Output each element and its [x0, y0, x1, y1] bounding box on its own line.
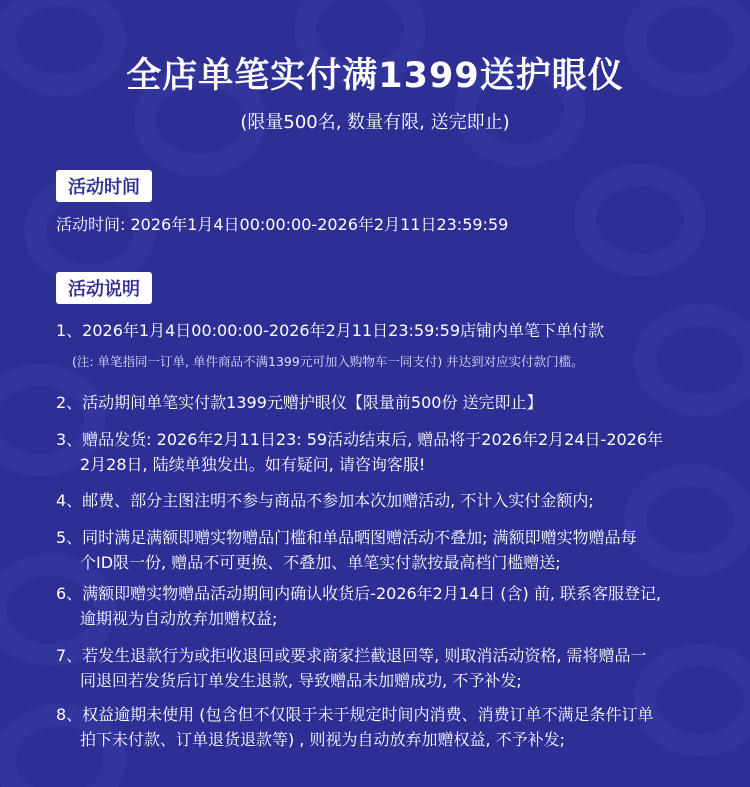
rule-item-8	[56, 702, 716, 752]
rule-item-7	[56, 643, 716, 693]
rule-item-text-cont: 个ID限一份, 赠品不可更换、不叠加、单笔实付款按最高档门槛赠送;	[80, 553, 561, 572]
page-title: 全店单笔实付满1399送护眼仪	[126, 56, 624, 96]
activity-time-tag: 活动时间	[56, 170, 152, 202]
rule-item-1	[56, 318, 716, 343]
rule-item-text: 3、赠品发货: 2026年2月11日23: 59活动结束后, 赠品将于2026年2月24日-2026年	[56, 430, 664, 449]
rule-item-text: 2、活动期间单笔实付款1399元赠护眼仪【限量前500份 送完即止】	[56, 393, 543, 412]
rule-item-2	[56, 390, 716, 415]
rule-item-6	[56, 581, 716, 631]
rule-item-5	[56, 525, 716, 575]
rule-note: (注: 单笔指同一订单, 单件商品不满1399元可加入购物车一同支付) 并达到对应实付款门槛。	[72, 354, 584, 369]
rule-item-text: 8、权益逾期未使用 (包含但不仅限于未于规定时间内消费、消费订单不满足条件订单	[56, 705, 654, 724]
rule-item-3	[56, 427, 716, 477]
page-subtitle: (限量500名, 数量有限, 送完即止)	[240, 112, 510, 133]
rule-item-text-cont: 同退回若发货后订单发生退款, 导致赠品未加赠成功, 不予补发;	[80, 671, 522, 690]
rule-item-text: 5、同时满足满额即赠实物赠品门槛和单品晒图赠活动不叠加; 满额即赠实物赠品每	[56, 528, 637, 547]
rule-item-text: 7、若发生退款行为或拒收退回或要求商家拦截退回等, 则取消活动资格, 需将赠品一	[56, 646, 647, 665]
rule-item-text-cont: 2月28日, 陆续单独发出。如有疑问, 请咨询客服!	[80, 455, 426, 474]
rule-item-text-cont: 拍下未付款、订单退货退款等) , 则视为自动放弃加赠权益, 不予补发;	[80, 730, 566, 749]
rule-item-text: 1、2026年1月4日00:00:00-2026年2月11日23:59:59店铺内单笔下单付款	[56, 321, 605, 340]
activity-desc-tag: 活动说明	[56, 272, 152, 304]
activity-time-text: 活动时间: 2026年1月4日00:00:00-2026年2月11日23:59:59	[56, 215, 509, 234]
rule-item-text: 6、满额即赠实物赠品活动期间内确认收货后-2026年2月14日 (含) 前, 联系客服登记,	[56, 584, 662, 603]
rule-item-4	[56, 488, 716, 513]
rule-item-text: 4、邮费、部分主图注明不参与商品不参加本次加赠活动, 不计入实付金额内;	[56, 491, 594, 510]
rule-item-text-cont: 逾期视为自动放弃加赠权益;	[80, 609, 278, 628]
